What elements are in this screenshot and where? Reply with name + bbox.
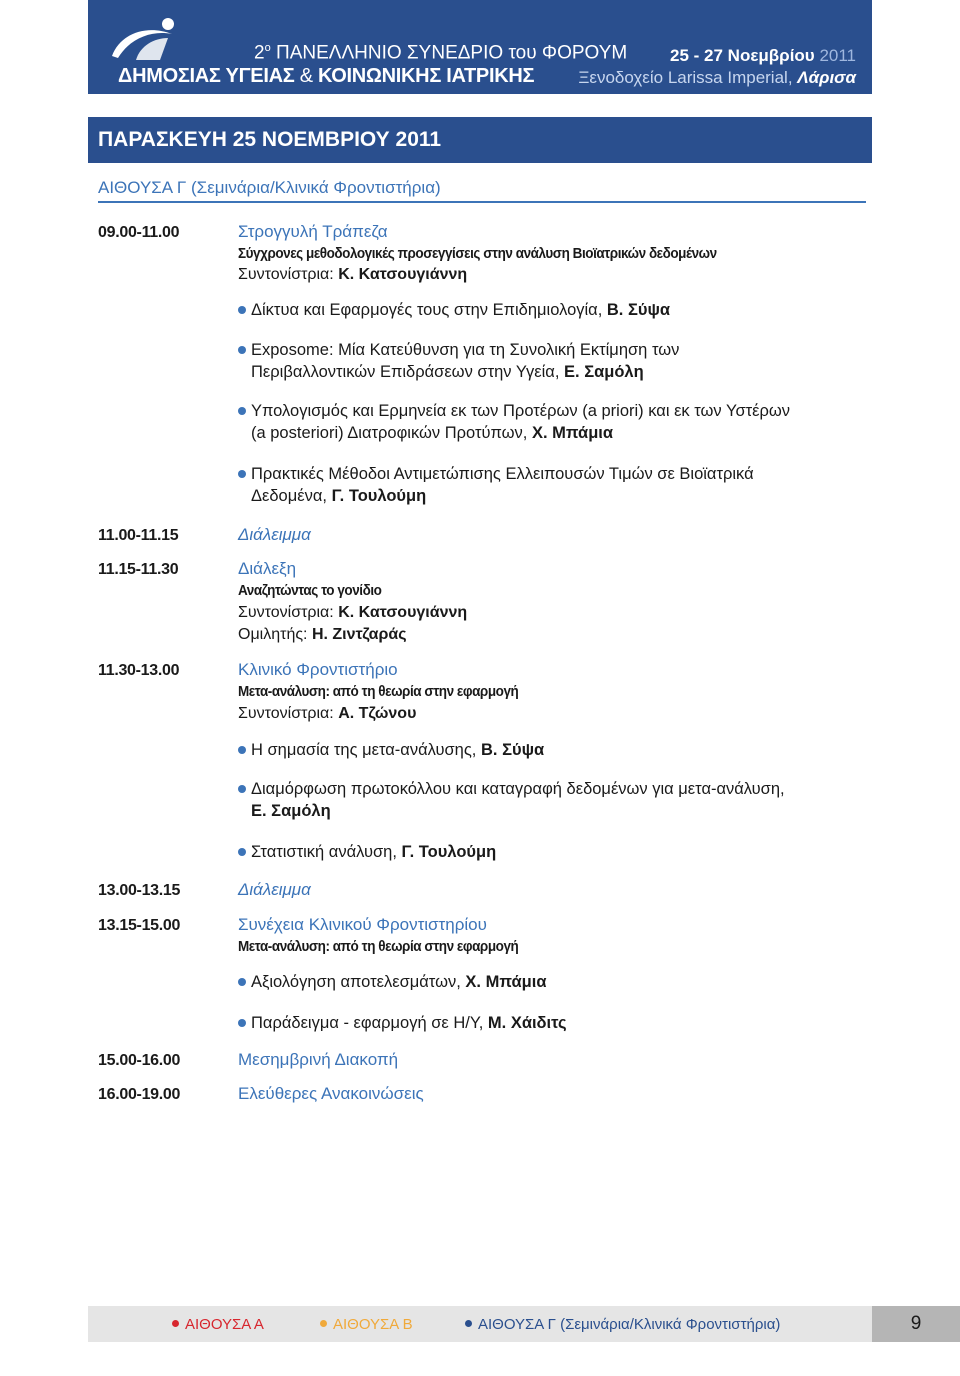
legend-room-c: ΑΙΘΟΥΣΑ Γ (Σεμινάρια/Κλινικά Φροντιστήρια)	[465, 1316, 780, 1333]
session-time: 11.30-13.00	[98, 662, 180, 679]
bullet-icon	[238, 470, 246, 478]
session-time: 16.00-19.00	[98, 1086, 181, 1103]
bullet-icon	[238, 1019, 246, 1027]
bullet-icon	[238, 978, 246, 986]
session-time: 13.15-15.00	[98, 917, 181, 934]
bullet-icon	[465, 1320, 472, 1327]
session-speaker: Ομιλητής: Η. Ζιντζαράς	[238, 626, 407, 643]
bullet-icon	[238, 785, 246, 793]
session-title: Μεσημβρινή Διακοπή	[238, 1050, 399, 1069]
session-subtitle: Μετα-ανάλυση: από τη θεωρία στην εφαρμογή	[238, 683, 519, 700]
session-coordinator: Συντονίστρια: Κ. Κατσουγιάννη	[238, 266, 468, 283]
bullet-icon	[238, 746, 246, 754]
session-time: 09.00-11.00	[98, 224, 180, 241]
bullet-icon	[320, 1320, 327, 1327]
bullet-icon	[172, 1320, 179, 1327]
session-subtitle: Σύγχρονες μεθοδολογικές προσεγγίσεις στην ανάλυση Βιοϊατρικών δεδομένων	[238, 245, 717, 262]
session-coordinator: Συντονίστρια: Α. Τζώνου	[238, 705, 417, 722]
session-time: 11.00-11.15	[98, 527, 179, 544]
session-subtitle: Μετα-ανάλυση: από τη θεωρία στην εφαρμογή	[238, 938, 519, 955]
legend-room-a: ΑΙΘΟΥΣΑ Α	[172, 1316, 264, 1333]
session-title: Διάλεξη	[238, 559, 297, 578]
conference-title-line1: $2^o$ ΠΑΝΕΛΛΗΝΙΟ ΣΥΝΕΔΡΙΟ του ΦΟΡΟΥΜ	[254, 42, 628, 64]
conference-title-line2: ΔΗΜΟΣΙΑΣ ΥΓΕΙΑΣ & ΚΟΙΝΩΝΙΚΗΣ ΙΑΤΡΙΚΗΣ	[118, 65, 535, 87]
session-title: Στρογγυλή Τράπεζα	[238, 222, 388, 241]
session-title: Συνέχεια Κλινικού Φροντιστηρίου	[238, 915, 487, 934]
room-heading: ΑΙΘΟΥΣΑ Γ (Σεμινάρια/Κλινικά Φροντιστήρια)	[98, 178, 441, 197]
conference-venue: Ξενοδοχείο Larissa Imperial, Λάρισα	[578, 68, 856, 87]
session-subtitle: Αναζητώντας το γονίδιο	[238, 582, 382, 599]
session-time: 15.00-16.00	[98, 1052, 181, 1069]
session-title: Διάλειμμα	[238, 525, 311, 544]
session-title: Ελεύθερες Ανακοινώσεις	[238, 1084, 424, 1103]
conference-logo-icon	[106, 16, 184, 68]
bullet-icon	[238, 848, 246, 856]
session-title: Διάλειμμα	[238, 880, 311, 899]
session-time: 13.00-13.15	[98, 882, 181, 899]
page-number: 9	[872, 1306, 960, 1342]
bullet-icon	[238, 407, 246, 415]
day-heading: ΠΑΡΑΣΚΕΥΗ 25 ΝΟΕΜΒΡΙΟΥ 2011	[88, 117, 872, 163]
room-divider	[98, 201, 866, 203]
session-time: 11.15-11.30	[98, 561, 179, 578]
conference-header	[88, 0, 872, 94]
session-coordinator: Συντονίστρια: Κ. Κατσουγιάννη	[238, 604, 468, 621]
session-title: Κλινικό Φροντιστήριο	[238, 660, 398, 679]
legend-room-b: ΑΙΘΟΥΣΑ Β	[320, 1316, 413, 1333]
bullet-icon	[238, 346, 246, 354]
bullet-icon	[238, 306, 246, 314]
conference-dates: 25 - 27 Νοεμβρίου 2011	[670, 46, 856, 65]
